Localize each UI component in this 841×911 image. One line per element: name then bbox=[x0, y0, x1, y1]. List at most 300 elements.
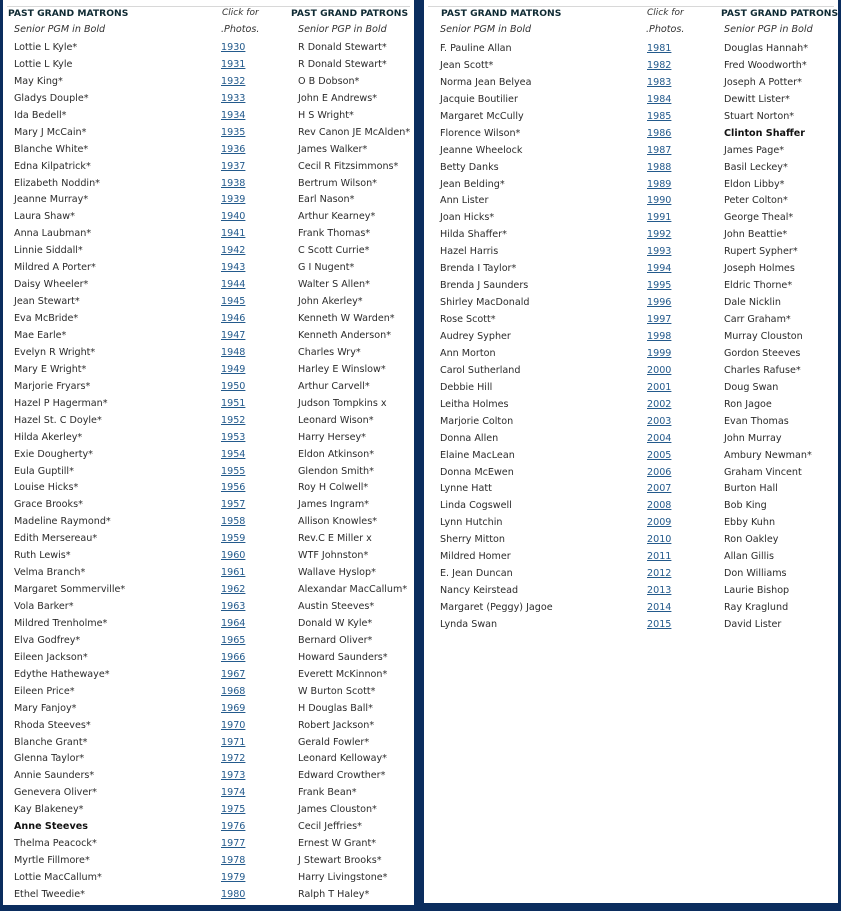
patron-name: Harry Livingstone* bbox=[298, 872, 388, 884]
patron-name: Fred Woodworth* bbox=[724, 59, 807, 71]
matron-name: Carol Sutherland bbox=[440, 364, 521, 376]
year-photo-link[interactable]: 1944 bbox=[221, 279, 246, 291]
table-row bbox=[3, 889, 414, 906]
table-row bbox=[424, 179, 838, 196]
year-photo-link[interactable]: 1961 bbox=[221, 567, 246, 579]
table-row bbox=[3, 652, 414, 669]
year-photo-link[interactable]: 1931 bbox=[221, 58, 246, 70]
table-row bbox=[3, 59, 414, 76]
matron-name: Lynne Hatt bbox=[440, 483, 492, 495]
table-row bbox=[424, 162, 838, 179]
year-photo-link[interactable]: 1989 bbox=[647, 178, 672, 190]
patron-name: Peter Colton* bbox=[724, 195, 788, 207]
table-row bbox=[3, 330, 414, 347]
table-row bbox=[3, 737, 414, 754]
year-photo-link[interactable]: 1969 bbox=[221, 702, 246, 714]
year-photo-link[interactable]: 1965 bbox=[221, 634, 246, 646]
table-row bbox=[3, 686, 414, 703]
matron-name: Donna McEwen bbox=[440, 466, 514, 478]
patron-name: Douglas Hannah* bbox=[724, 43, 809, 54]
year-photo-link[interactable]: 1937 bbox=[221, 160, 246, 172]
year-photo-link[interactable]: 1957 bbox=[221, 499, 246, 511]
table-row bbox=[3, 76, 414, 93]
table-row bbox=[3, 770, 414, 787]
year-photo-link[interactable]: 1999 bbox=[647, 347, 672, 359]
table-row bbox=[424, 500, 838, 517]
matron-name: Elva Godfrey* bbox=[14, 634, 81, 646]
table-row bbox=[424, 433, 838, 450]
table-row bbox=[3, 804, 414, 821]
matron-name: Gladys Douple* bbox=[14, 92, 89, 104]
matron-name: Hilda Shaffer* bbox=[440, 229, 507, 241]
patron-name: Basil Leckey* bbox=[724, 161, 788, 173]
year-photo-link[interactable]: 1938 bbox=[221, 177, 246, 189]
table-row bbox=[424, 602, 838, 619]
matron-name: Evelyn R Wright* bbox=[14, 346, 96, 358]
patron-name: Rupert Sypher* bbox=[724, 246, 798, 258]
matron-name: Eileen Price* bbox=[14, 685, 75, 697]
matron-name: Debbie Hill bbox=[440, 381, 493, 393]
year-photo-link[interactable]: 1978 bbox=[221, 855, 246, 867]
matron-name: Jean Scott* bbox=[440, 59, 494, 71]
year-photo-link[interactable]: 1977 bbox=[221, 838, 246, 850]
matron-name: Myrtle Fillmore* bbox=[14, 855, 90, 867]
year-photo-link[interactable]: 2008 bbox=[647, 500, 672, 512]
matron-name: Shirley MacDonald bbox=[440, 297, 530, 309]
year-photo-link[interactable]: 1946 bbox=[221, 313, 246, 325]
patron-name: Howard Saunders* bbox=[298, 651, 388, 663]
table-row bbox=[424, 331, 838, 348]
table-row bbox=[3, 42, 414, 59]
patron-name: J Stewart Brooks* bbox=[298, 855, 382, 867]
matron-name: Betty Danks bbox=[440, 161, 499, 173]
year-photo-link[interactable]: 1981 bbox=[647, 43, 672, 54]
year-photo-link[interactable]: 1998 bbox=[647, 330, 672, 342]
matron-name: Margaret Sommerville* bbox=[14, 584, 126, 596]
matron-name: Eva McBride* bbox=[14, 313, 79, 325]
matron-name: Mae Earle* bbox=[14, 329, 67, 341]
year-photo-link[interactable]: 2006 bbox=[647, 466, 672, 478]
table-row bbox=[3, 635, 414, 652]
year-photo-link[interactable]: 1958 bbox=[221, 516, 246, 528]
matron-name: Edythe Hathewaye* bbox=[14, 668, 110, 680]
matron-name: Sherry Mitton bbox=[440, 534, 505, 546]
year-photo-link[interactable]: 1962 bbox=[221, 584, 246, 596]
table-row bbox=[424, 416, 838, 433]
table-row bbox=[424, 60, 838, 77]
year-photo-link[interactable]: 2010 bbox=[647, 534, 672, 546]
patron-name: Glendon Smith* bbox=[298, 465, 374, 477]
matron-name: Joan Hicks* bbox=[440, 212, 495, 224]
matron-name: Blanche Grant* bbox=[14, 736, 88, 748]
patron-name: Burton Hall bbox=[724, 483, 778, 495]
patron-name: Frank Bean* bbox=[298, 787, 357, 799]
year-photo-link[interactable]: 1952 bbox=[221, 414, 246, 426]
matron-name: Anne Steeves bbox=[14, 821, 88, 833]
patron-name: Joseph Holmes bbox=[724, 263, 795, 275]
patron-name: Stuart Norton* bbox=[724, 110, 795, 122]
matron-name: Mildred Trenholme* bbox=[14, 617, 108, 629]
patron-name: Gordon Steeves bbox=[724, 347, 801, 359]
matron-name: Brenda I Taylor* bbox=[440, 263, 517, 275]
patron-name: Kenneth Anderson* bbox=[298, 329, 391, 341]
patron-name: G I Nugent* bbox=[298, 262, 355, 274]
divider bbox=[428, 6, 834, 7]
patron-name: Austin Steeves* bbox=[298, 601, 375, 613]
matron-name: Margaret McCully bbox=[440, 110, 524, 122]
matrons-note: Senior PGM in Bold bbox=[440, 24, 532, 35]
patron-name: Everett McKinnon* bbox=[298, 668, 388, 680]
patron-name: James Clouston* bbox=[298, 804, 377, 816]
table-row bbox=[424, 348, 838, 365]
year-photo-link[interactable]: 2005 bbox=[647, 449, 672, 461]
year-photo-link[interactable]: 1994 bbox=[647, 263, 672, 275]
table-row bbox=[3, 194, 414, 211]
table-row bbox=[424, 467, 838, 484]
table-row bbox=[424, 382, 838, 399]
table-row bbox=[3, 601, 414, 618]
patron-name: Charles Wry* bbox=[298, 346, 361, 358]
matron-name: Hilda Akerley* bbox=[14, 431, 83, 443]
patron-name: John E Andrews* bbox=[298, 92, 378, 104]
table-row bbox=[424, 77, 838, 94]
matron-name: Glenna Taylor* bbox=[14, 753, 85, 765]
year-photo-link[interactable]: 1988 bbox=[647, 161, 672, 173]
year-photo-link[interactable]: 1953 bbox=[221, 431, 246, 443]
patron-name: Earl Nason* bbox=[298, 194, 355, 206]
table-row bbox=[424, 43, 838, 60]
matron-name: Elaine MacLean bbox=[440, 449, 515, 461]
patron-name: Leonard Kelloway* bbox=[298, 753, 387, 765]
matron-name: Jean Stewart* bbox=[14, 296, 80, 308]
matron-name: Mary Fanjoy* bbox=[14, 702, 77, 714]
year-photo-link[interactable]: 1945 bbox=[221, 296, 246, 308]
year-photo-link[interactable]: 1951 bbox=[221, 397, 246, 409]
patron-name: Ebby Kuhn bbox=[724, 517, 776, 529]
year-photo-link[interactable]: 1948 bbox=[221, 346, 246, 358]
patron-name: David Lister bbox=[724, 618, 782, 630]
patrons-note: Senior PGP in Bold bbox=[724, 24, 813, 35]
matron-name: Laura Shaw* bbox=[14, 211, 75, 223]
matron-name: Mary J McCain* bbox=[14, 126, 87, 138]
matron-name: Eula Guptill* bbox=[14, 465, 74, 477]
matron-name: Margaret (Peggy) Jagoe bbox=[440, 602, 553, 614]
year-photo-link[interactable]: 2012 bbox=[647, 568, 672, 580]
table-row bbox=[424, 314, 838, 331]
patron-name: John Murray bbox=[724, 432, 782, 444]
table-row bbox=[3, 466, 414, 483]
matron-name: Grace Brooks* bbox=[14, 499, 83, 511]
year-photo-link[interactable]: 2013 bbox=[647, 585, 672, 597]
matron-name: Hazel P Hagerman* bbox=[14, 397, 108, 409]
year-photo-link[interactable]: 1974 bbox=[221, 787, 246, 799]
patron-name: Eldric Thorne* bbox=[724, 280, 793, 292]
year-photo-link[interactable]: 1955 bbox=[221, 465, 246, 477]
patron-name: Evan Thomas bbox=[724, 415, 789, 427]
matrons-note: Senior PGM in Bold bbox=[14, 24, 106, 35]
table-row bbox=[3, 347, 414, 364]
table-row bbox=[424, 229, 838, 246]
patron-name: Eldon Libby* bbox=[724, 178, 785, 190]
table-row bbox=[3, 516, 414, 533]
matron-name: Edith Mersereau* bbox=[14, 533, 98, 545]
patrons-heading: PAST GRAND PATRONS bbox=[291, 8, 409, 19]
matron-name: Ida Bedell* bbox=[14, 109, 67, 121]
patron-name: Joseph A Potter* bbox=[724, 76, 802, 88]
patron-name: Murray Clouston bbox=[724, 330, 803, 342]
year-photo-link[interactable]: 1986 bbox=[647, 127, 672, 139]
year-photo-link[interactable]: 1995 bbox=[647, 280, 672, 292]
year-photo-link[interactable]: 1932 bbox=[221, 75, 246, 87]
year-photo-link[interactable]: 1996 bbox=[647, 297, 672, 309]
patron-name: Cecil R Fitzsimmons* bbox=[298, 160, 399, 172]
matron-name: Velma Branch* bbox=[14, 567, 86, 579]
year-photo-link[interactable]: 1949 bbox=[221, 363, 246, 375]
year-photo-link[interactable]: 1987 bbox=[647, 144, 672, 156]
table-row bbox=[3, 855, 414, 872]
patron-name: Edward Crowther* bbox=[298, 770, 386, 782]
year-photo-link[interactable]: 2002 bbox=[647, 398, 672, 410]
patron-name: Kenneth W Warden* bbox=[298, 313, 395, 325]
patron-name: Roy H Colwell* bbox=[298, 482, 369, 494]
matron-name: Mildred A Porter* bbox=[14, 262, 96, 274]
table-row bbox=[3, 398, 414, 415]
patron-name: Judson Tompkins x bbox=[298, 397, 387, 409]
table-row bbox=[3, 211, 414, 228]
table-row bbox=[3, 262, 414, 279]
matron-name: Mildred Homer bbox=[440, 551, 511, 563]
year-photo-link[interactable]: 1982 bbox=[647, 59, 672, 71]
table-row bbox=[424, 399, 838, 416]
matron-name: Lottie L Kyle bbox=[14, 58, 73, 70]
table-row bbox=[3, 838, 414, 855]
table-row bbox=[424, 534, 838, 551]
table-row bbox=[3, 618, 414, 635]
patron-name: R Donald Stewart* bbox=[298, 58, 387, 70]
patron-name: Arthur Kearney* bbox=[298, 211, 376, 223]
matrons-heading: PAST GRAND MATRONS bbox=[8, 8, 129, 19]
table-row bbox=[424, 145, 838, 162]
patron-name: Ron Oakley bbox=[724, 534, 779, 546]
patron-name: Allan Gillis bbox=[724, 551, 774, 563]
matron-name: Annie Saunders* bbox=[14, 770, 95, 782]
matron-name: Thelma Peacock* bbox=[14, 838, 97, 850]
matron-name: Donna Allen bbox=[440, 432, 499, 444]
year-photo-link[interactable]: 1980 bbox=[221, 889, 246, 900]
year-photo-link[interactable]: 1935 bbox=[221, 126, 246, 138]
patron-name: Rev Canon JE McAlden* bbox=[298, 126, 411, 138]
matron-name: F. Pauline Allan bbox=[440, 43, 512, 54]
year-photo-link[interactable]: 1968 bbox=[221, 685, 246, 697]
year-photo-link[interactable]: 1972 bbox=[221, 753, 246, 765]
matron-name: Rose Scott* bbox=[440, 314, 496, 326]
photos-label: .Photos. bbox=[646, 24, 685, 35]
year-photo-link[interactable]: 2007 bbox=[647, 483, 672, 495]
year-photo-link[interactable]: 2015 bbox=[647, 618, 672, 630]
year-photo-link[interactable]: 2014 bbox=[647, 602, 672, 614]
matron-name: Leitha Holmes bbox=[440, 398, 509, 410]
matron-name: Louise Hicks* bbox=[14, 482, 79, 494]
matron-name: Linnie Siddall* bbox=[14, 245, 83, 257]
table-header bbox=[3, 8, 414, 25]
year-photo-link[interactable]: 1934 bbox=[221, 109, 246, 121]
click-for-label: Click for bbox=[222, 8, 259, 18]
table-row bbox=[3, 178, 414, 195]
table-row bbox=[424, 619, 838, 636]
matron-name: Lottie L Kyle* bbox=[14, 42, 78, 53]
year-photo-link[interactable]: 2000 bbox=[647, 364, 672, 376]
matron-name: E. Jean Duncan bbox=[440, 568, 513, 580]
year-photo-link[interactable]: 1966 bbox=[221, 651, 246, 663]
patron-name: Clinton Shaffer bbox=[724, 127, 806, 139]
patron-name: Bob King bbox=[724, 500, 767, 512]
year-photo-link[interactable]: 1990 bbox=[647, 195, 672, 207]
table-row bbox=[3, 584, 414, 601]
year-photo-link[interactable]: 1960 bbox=[221, 550, 246, 562]
patron-name: Eldon Atkinson* bbox=[298, 448, 375, 460]
year-photo-link[interactable]: 1950 bbox=[221, 380, 246, 392]
right-panel bbox=[424, 0, 838, 903]
table-row bbox=[3, 567, 414, 584]
table-row bbox=[424, 128, 838, 145]
year-photo-link[interactable]: 1992 bbox=[647, 229, 672, 241]
matrons-heading: PAST GRAND MATRONS bbox=[441, 8, 562, 19]
patron-name: Ambury Newman* bbox=[724, 449, 812, 461]
year-photo-link[interactable]: 1936 bbox=[221, 143, 246, 155]
year-photo-link[interactable]: 1959 bbox=[221, 533, 246, 545]
table-row bbox=[3, 669, 414, 686]
year-photo-link[interactable]: 1964 bbox=[221, 617, 246, 629]
patron-name: Ray Kraglund bbox=[724, 602, 789, 614]
table-row bbox=[3, 161, 414, 178]
photos-label: .Photos. bbox=[221, 24, 260, 35]
left-panel bbox=[3, 0, 414, 905]
table-row bbox=[424, 212, 838, 229]
table-row bbox=[3, 449, 414, 466]
year-photo-link[interactable]: 1967 bbox=[221, 668, 246, 680]
matron-name: Exie Dougherty* bbox=[14, 448, 93, 460]
patrons-heading: PAST GRAND PATRONS bbox=[721, 8, 839, 19]
table-row bbox=[3, 245, 414, 262]
table-row bbox=[3, 533, 414, 550]
year-photo-link[interactable]: 1997 bbox=[647, 314, 672, 326]
table-row bbox=[3, 432, 414, 449]
matron-name: Audrey Sypher bbox=[440, 330, 511, 342]
matron-name: Madeline Raymond* bbox=[14, 516, 111, 528]
matron-name: Florence Wilson* bbox=[440, 127, 521, 139]
patron-name: Donald W Kyle* bbox=[298, 617, 373, 629]
matron-name: Ann Morton bbox=[440, 347, 496, 359]
year-photo-link[interactable]: 2003 bbox=[647, 415, 672, 427]
table-row bbox=[3, 550, 414, 567]
table-row bbox=[3, 872, 414, 889]
table-header bbox=[424, 8, 838, 25]
year-photo-link[interactable]: 2011 bbox=[647, 551, 672, 563]
matron-name: Rhoda Steeves* bbox=[14, 719, 91, 731]
table-row bbox=[3, 499, 414, 516]
patron-name: C Scott Currie* bbox=[298, 245, 370, 257]
year-photo-link[interactable]: 1975 bbox=[221, 804, 246, 816]
table-row bbox=[3, 415, 414, 432]
patron-name: Harry Hersey* bbox=[298, 431, 366, 443]
patron-name: Leonard Wison* bbox=[298, 414, 374, 426]
year-photo-link[interactable]: 1979 bbox=[221, 872, 246, 884]
matron-name: Hazel St. C Doyle* bbox=[14, 414, 102, 426]
year-photo-link[interactable]: 1940 bbox=[221, 211, 246, 223]
patron-name: Graham Vincent bbox=[724, 466, 802, 478]
patron-name: Alexandar MacCallum* bbox=[298, 584, 408, 596]
year-photo-link[interactable]: 1970 bbox=[221, 719, 246, 731]
patron-name: Carr Graham* bbox=[724, 314, 791, 326]
year-photo-link[interactable]: 1941 bbox=[221, 228, 246, 240]
year-photo-link[interactable]: 1973 bbox=[221, 770, 246, 782]
year-photo-link[interactable]: 1985 bbox=[647, 110, 672, 122]
year-photo-link[interactable]: 1963 bbox=[221, 601, 246, 613]
patron-name: Ralph T Haley* bbox=[298, 889, 370, 900]
year-photo-link[interactable]: 1930 bbox=[221, 42, 246, 53]
matron-name: Daisy Wheeler* bbox=[14, 279, 89, 291]
matron-name: Ruth Lewis* bbox=[14, 550, 71, 562]
table-row bbox=[3, 296, 414, 313]
patron-name: Cecil Jeffries* bbox=[298, 821, 362, 833]
matron-name: Kay Blakeney* bbox=[14, 804, 84, 816]
patron-name: Dewitt Lister* bbox=[724, 93, 790, 105]
table-subheader bbox=[424, 24, 838, 41]
matron-name: Nancy Keirstead bbox=[440, 585, 519, 597]
table-row bbox=[424, 111, 838, 128]
year-photo-link[interactable]: 1933 bbox=[221, 92, 246, 104]
year-photo-link[interactable]: 2009 bbox=[647, 517, 672, 529]
year-photo-link[interactable]: 1993 bbox=[647, 246, 672, 258]
patron-name: Allison Knowles* bbox=[298, 516, 378, 528]
table-row bbox=[3, 482, 414, 499]
year-photo-link[interactable]: 1939 bbox=[221, 194, 246, 206]
patron-name: Charles Rafuse* bbox=[724, 364, 801, 376]
year-photo-link[interactable]: 1984 bbox=[647, 93, 672, 105]
table-row bbox=[3, 313, 414, 330]
table-row bbox=[3, 381, 414, 398]
year-photo-link[interactable]: 1954 bbox=[221, 448, 246, 460]
year-photo-link[interactable]: 1971 bbox=[221, 736, 246, 748]
matron-name: Lynda Swan bbox=[440, 618, 498, 630]
table-row bbox=[3, 787, 414, 804]
year-photo-link[interactable]: 2004 bbox=[647, 432, 672, 444]
year-photo-link[interactable]: 1991 bbox=[647, 212, 672, 224]
table-row bbox=[3, 279, 414, 296]
year-photo-link[interactable]: 1976 bbox=[221, 821, 246, 833]
matron-name: Edna Kilpatrick* bbox=[14, 160, 91, 172]
matron-name: Marjorie Colton bbox=[440, 415, 514, 427]
patron-name: H S Wright* bbox=[298, 109, 354, 121]
patron-name: Rev.C E Miller x bbox=[298, 533, 372, 545]
year-photo-link[interactable]: 2001 bbox=[647, 381, 672, 393]
year-photo-link[interactable]: 1947 bbox=[221, 329, 246, 341]
patron-name: John Akerley* bbox=[298, 296, 363, 308]
year-photo-link[interactable]: 1983 bbox=[647, 76, 672, 88]
year-photo-link[interactable]: 1956 bbox=[221, 482, 246, 494]
patron-name: George Theal* bbox=[724, 212, 794, 224]
table-row bbox=[3, 144, 414, 161]
table-row bbox=[3, 364, 414, 381]
patron-name: O B Dobson* bbox=[298, 75, 360, 87]
click-for-label: Click for bbox=[647, 8, 684, 18]
patron-name: Bertrum Wilson* bbox=[298, 177, 377, 189]
year-photo-link[interactable]: 1943 bbox=[221, 262, 246, 274]
table-row bbox=[424, 297, 838, 314]
table-row bbox=[424, 365, 838, 382]
year-photo-link[interactable]: 1942 bbox=[221, 245, 246, 257]
matron-name: Norma Jean Belyea bbox=[440, 76, 532, 88]
